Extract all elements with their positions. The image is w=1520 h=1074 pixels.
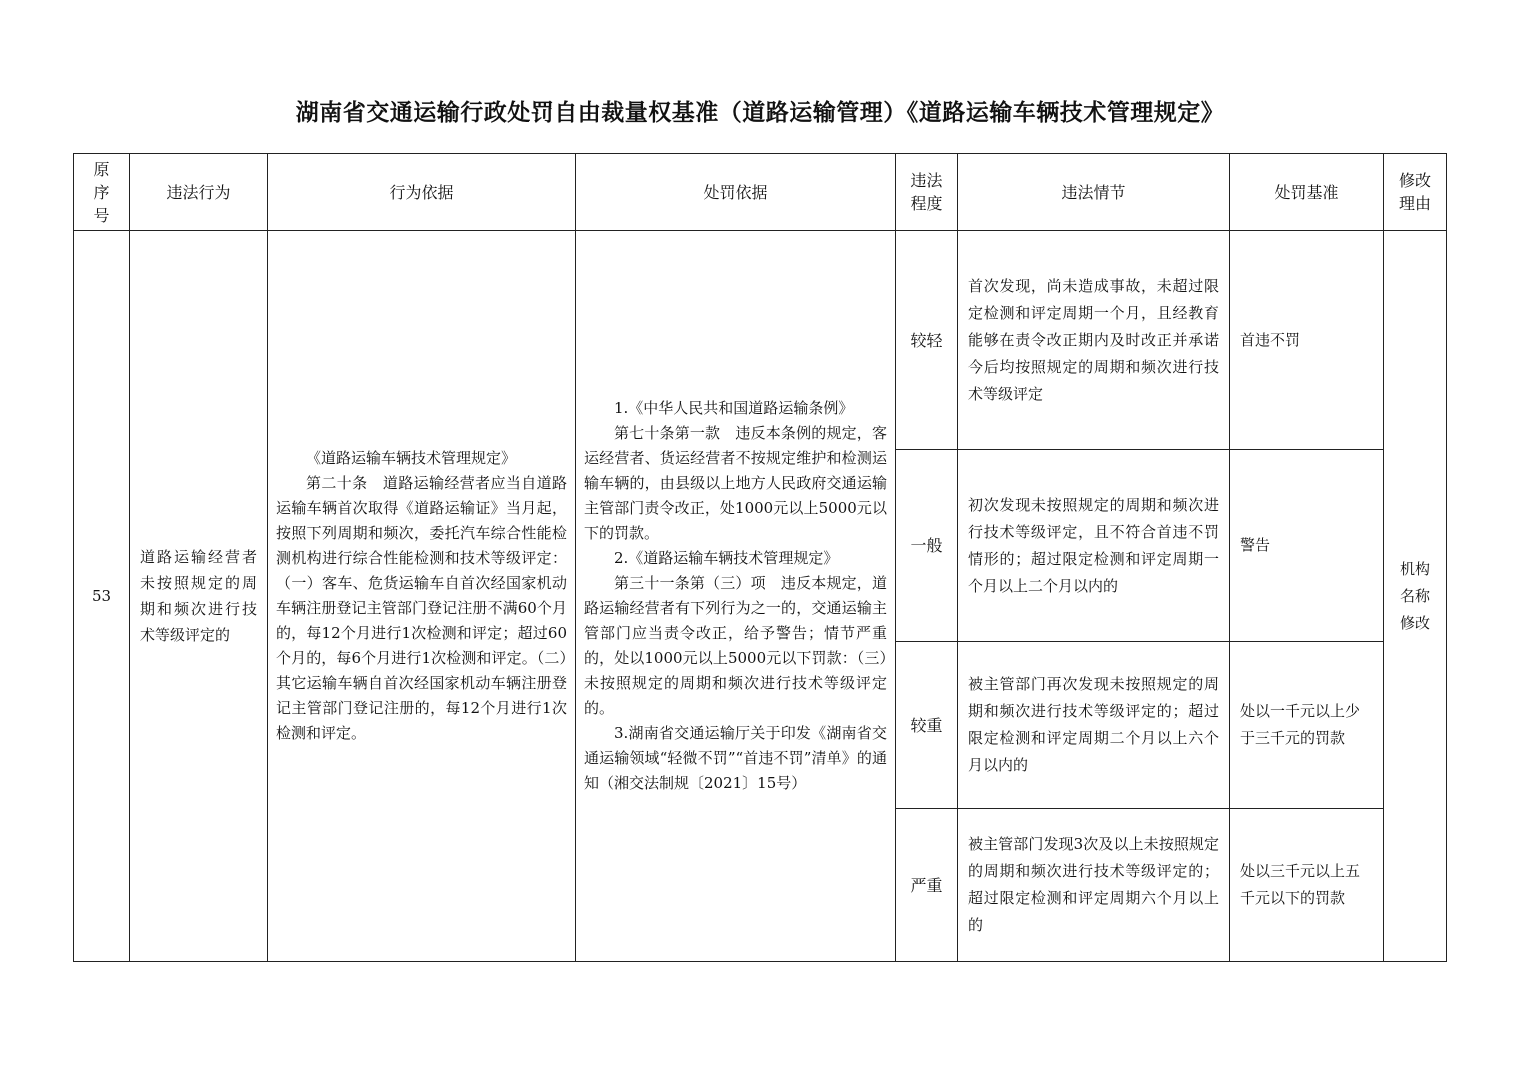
header-standard: 处罚基准 bbox=[1230, 154, 1384, 231]
standard-cell: 首违不罚 bbox=[1230, 231, 1384, 450]
penalty-basis-cell bbox=[576, 231, 896, 962]
circumstance-cell: 首次发现，尚未造成事故，未超过限定检测和评定周期一个月，且经教育能够在责令改正期内及时改正并承诺今后均按照规定的周期和频次进行技术等级评定 bbox=[958, 231, 1230, 450]
discretion-table bbox=[73, 153, 1447, 962]
behavior-basis-title: 《道路运输车辆技术管理规定》 bbox=[306, 449, 517, 467]
header-seq: 原序号 bbox=[74, 154, 130, 231]
header-row bbox=[74, 154, 1447, 231]
behavior-cell: 道路运输经营者未按照规定的周期和频次进行技术等级评定的 bbox=[130, 231, 268, 962]
penalty-basis-item: 3.湖南省交通运输厅关于印发《湖南省交通运输领域“轻微不罚”“首违不罚”清单》的通知（湘交法制规〔2021〕15号） bbox=[584, 724, 887, 792]
seq-cell: 53 bbox=[74, 231, 130, 962]
reason-cell: 机构名称修改 bbox=[1384, 231, 1447, 962]
penalty-basis-item: 2.《道路运输车辆技术管理规定》 bbox=[614, 549, 839, 567]
circumstance-cell: 被主管部门再次发现未按照规定的周期和频次进行技术等级评定的；超过限定检测和评定周期二个月以上六个月以内的 bbox=[958, 642, 1230, 809]
degree-cell: 较轻 bbox=[896, 231, 958, 450]
circumstance-cell: 初次发现未按照规定的周期和频次进行技术等级评定，且不符合首违不罚情形的；超过限定检测和评定周期一个月以上二个月以内的 bbox=[958, 450, 1230, 642]
header-behavior: 违法行为 bbox=[130, 154, 268, 231]
standard-cell: 处以三千元以上五千元以下的罚款 bbox=[1230, 809, 1384, 962]
table-row bbox=[74, 231, 1447, 450]
penalty-basis-item: 第七十条第一款 违反本条例的规定，客运经营者、货运经营者不按规定维护和检测运输车辆的，由县级以上地方人民政府交通运输主管部门责令改正，处1000元以上5000元以下的罚款。 bbox=[584, 424, 887, 542]
penalty-basis-item: 第三十一条第（三）项 违反本规定，道路运输经营者有下列行为之一的，交通运输主管部门应当责令改正，给予警告；情节严重的，处以1000元以上5000元以下罚款：（三）未按照规定的周期和频次进行技术等级评定的。 bbox=[584, 574, 887, 717]
standard-cell: 处以一千元以上少于三千元的罚款 bbox=[1230, 642, 1384, 809]
standard-cell: 警告 bbox=[1230, 450, 1384, 642]
behavior-basis-text: 第二十条 道路运输经营者应当自道路运输车辆首次取得《道路运输证》当月起，按照下列周期和频次，委托汽车综合性能检测机构进行综合性能检测和技术等级评定：（一）客车、危货运输车自首次经国家机动车辆注册登记主管部门登记注册不满60个月的，每12个月进行1次检测和评定；超过60个月的，每6个月进行1次检测和评定。（二）其它运输车辆自首次经国家机动车辆注册登记主管部门登记注册的，每12个月进行1次检测和评定。 bbox=[276, 474, 567, 742]
behavior-basis-cell bbox=[268, 231, 576, 962]
header-behavior-basis: 行为依据 bbox=[268, 154, 576, 231]
page-title: 湖南省交通运输行政处罚自由裁量权基准（道路运输管理）《道路运输车辆技术管理规定》 bbox=[295, 99, 1225, 126]
header-degree: 违法程度 bbox=[896, 154, 958, 231]
circumstance-cell: 被主管部门发现3次及以上未按照规定的周期和频次进行技术等级评定的；超过限定检测和评定周期六个月以上的 bbox=[958, 809, 1230, 962]
header-reason: 修改理由 bbox=[1384, 154, 1447, 231]
degree-cell: 较重 bbox=[896, 642, 958, 809]
header-penalty-basis: 处罚依据 bbox=[576, 154, 896, 231]
penalty-basis-item: 1.《中华人民共和国道路运输条例》 bbox=[614, 399, 854, 417]
header-circumstance: 违法情节 bbox=[958, 154, 1230, 231]
degree-cell: 一般 bbox=[896, 450, 958, 642]
degree-cell: 严重 bbox=[896, 809, 958, 962]
